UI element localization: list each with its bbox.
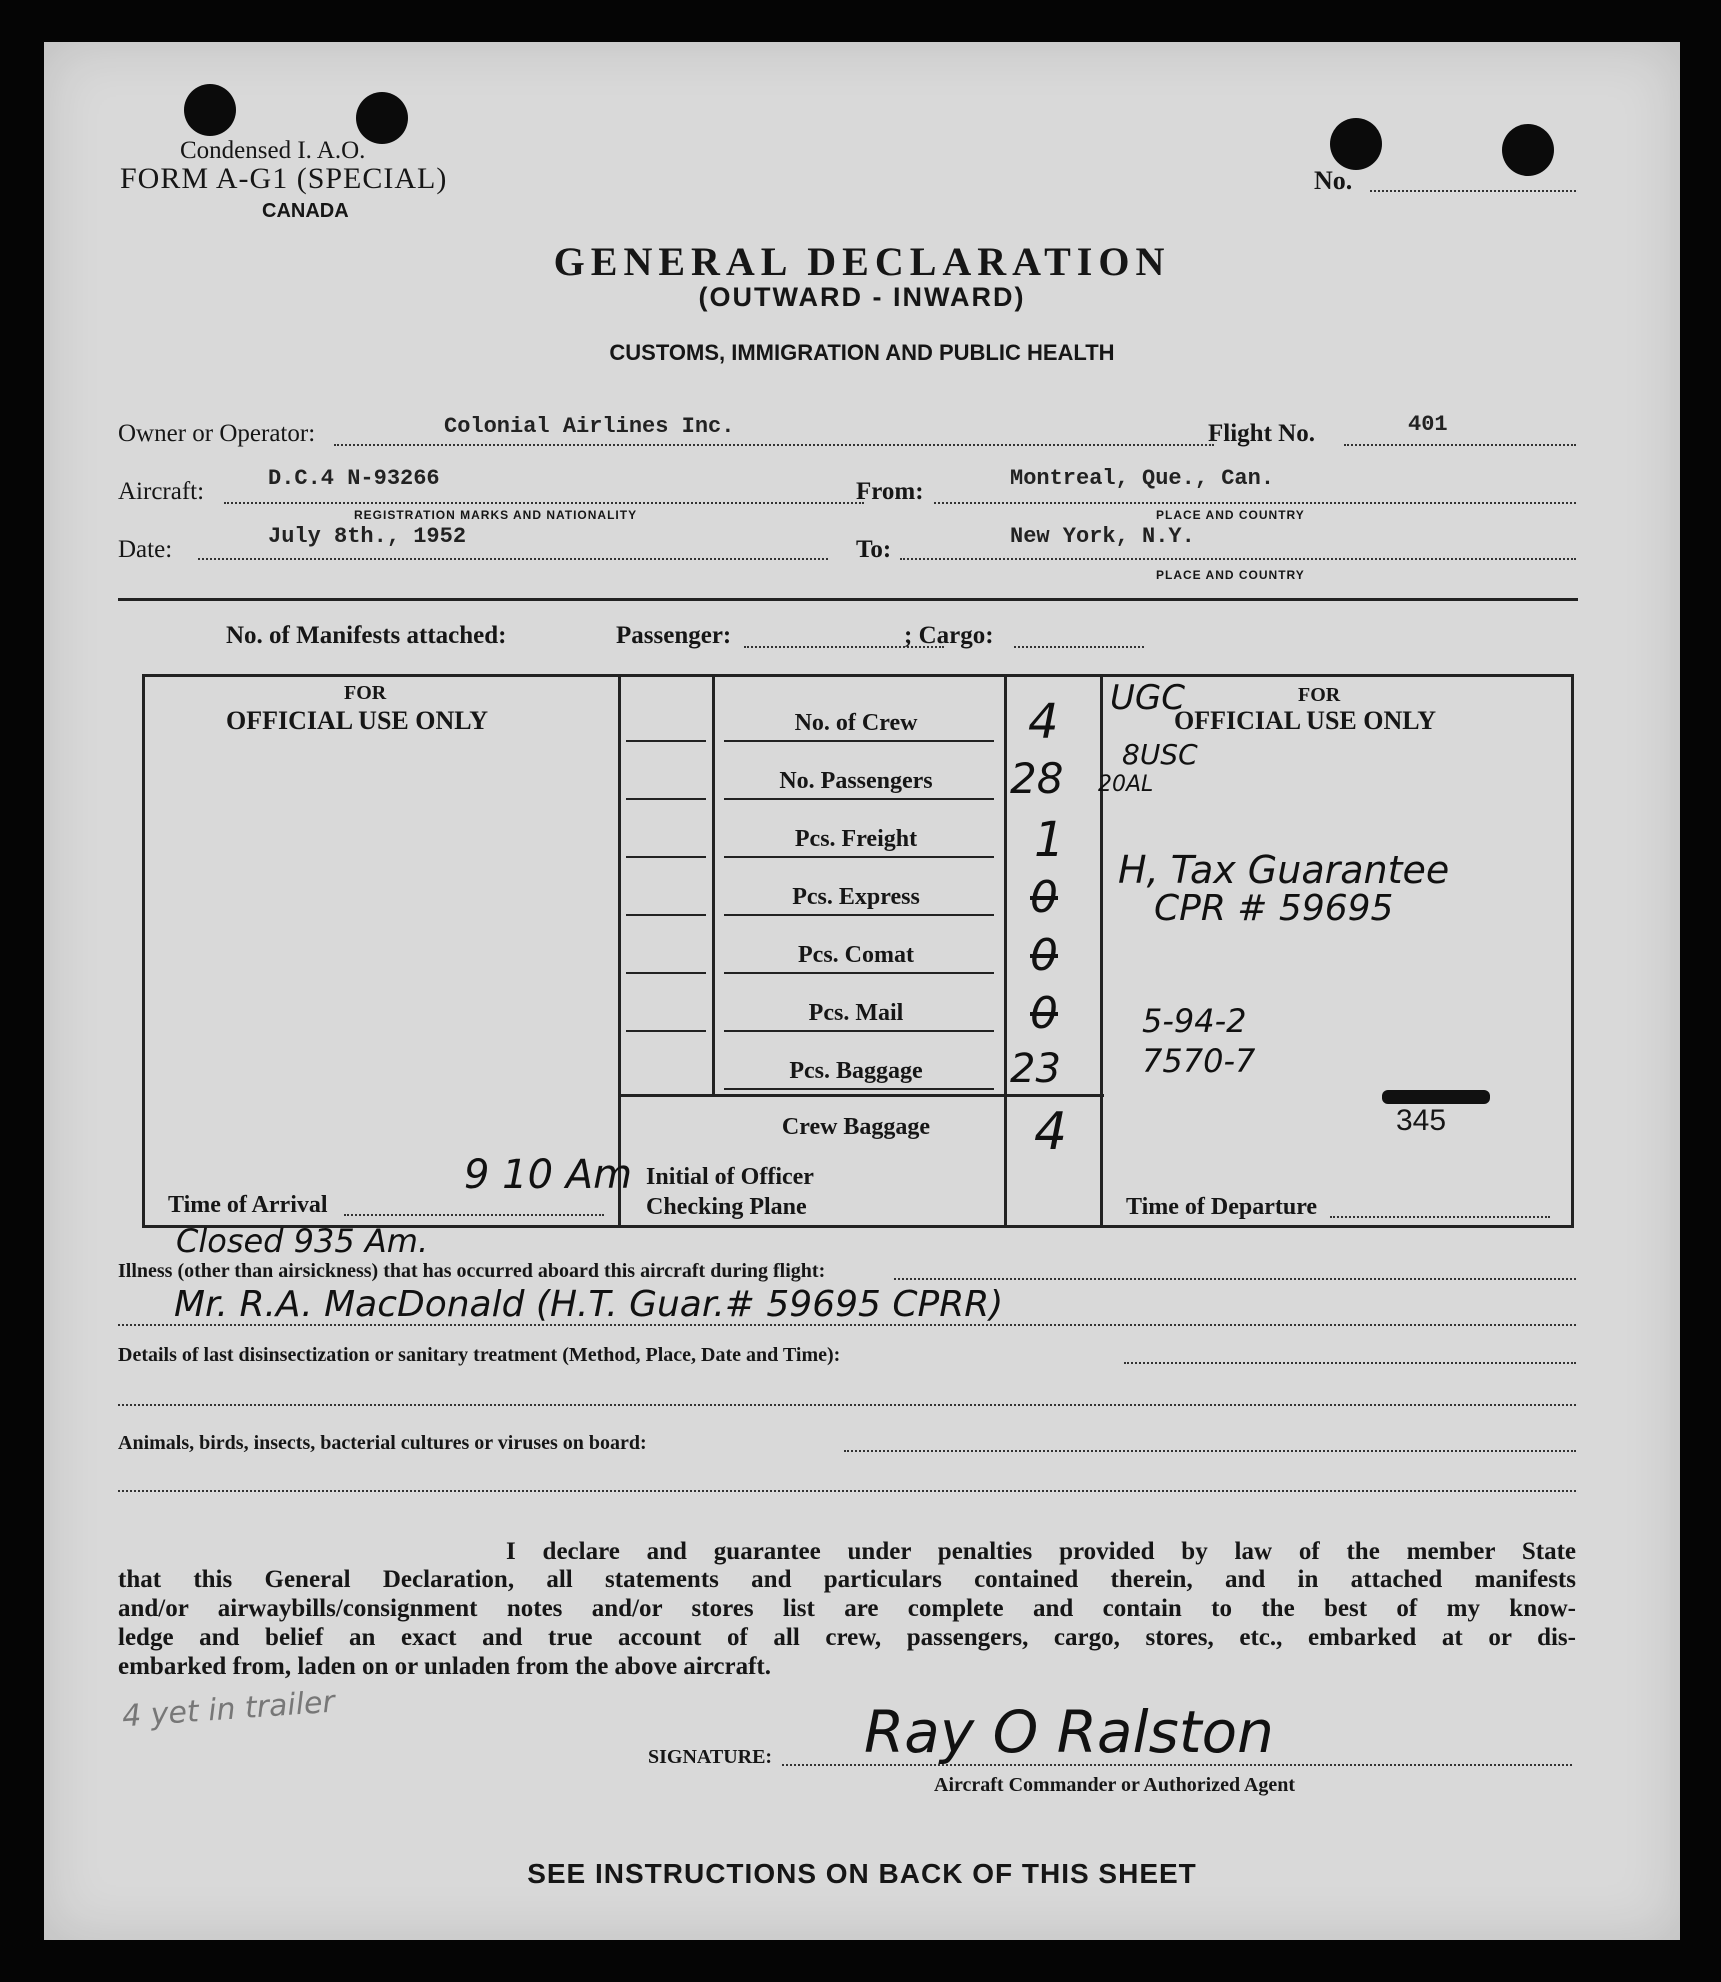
from-value: Montreal, Que., Can. bbox=[1010, 466, 1275, 491]
mail-note: 5-94-2 bbox=[1142, 1002, 1247, 1040]
box-divider bbox=[1100, 674, 1103, 1225]
cargo-label: ; Cargo: bbox=[904, 622, 994, 649]
row-line bbox=[626, 972, 706, 974]
owner-label: Owner or Operator: bbox=[118, 420, 316, 447]
country-label: CANADA bbox=[262, 200, 349, 222]
box-divider bbox=[1004, 674, 1007, 1225]
animals-label: Animals, birds, insects, bacterial cultures or viruses on board: bbox=[118, 1432, 647, 1454]
signature-caption: Aircraft Commander or Authorized Agent bbox=[934, 1774, 1296, 1796]
disinsect-line-1 bbox=[1124, 1362, 1576, 1364]
aircraft-line bbox=[224, 502, 864, 504]
crew-note: UGC bbox=[1110, 678, 1185, 718]
form-number: FORM A-G1 (SPECIAL) bbox=[120, 162, 448, 195]
flight-value: 401 bbox=[1408, 412, 1448, 437]
freight-count: 1 bbox=[1034, 812, 1065, 868]
row-line bbox=[626, 914, 706, 916]
redaction-mark bbox=[1382, 1090, 1490, 1104]
row-line bbox=[626, 798, 706, 800]
left-for-label: FOR bbox=[344, 682, 387, 704]
aircraft-value: D.C.4 N-93266 bbox=[268, 466, 440, 491]
manifests-label: No. of Manifests attached: bbox=[226, 622, 507, 649]
registration-caption: REGISTRATION MARKS AND NATIONALITY bbox=[354, 508, 638, 522]
to-line bbox=[900, 558, 1576, 560]
punch-hole bbox=[184, 84, 236, 136]
condensed-label: Condensed I. A.O. bbox=[180, 137, 366, 164]
freight-label: Pcs. Freight bbox=[794, 826, 918, 852]
time-of-departure-label: Time of Departure bbox=[1126, 1194, 1318, 1220]
passengers-label: No. Passengers bbox=[779, 768, 933, 794]
left-official-label: OFFICIAL USE ONLY bbox=[226, 706, 488, 735]
row-line bbox=[724, 1030, 994, 1032]
illness-line-2 bbox=[118, 1324, 1576, 1326]
animals-line-1 bbox=[844, 1450, 1576, 1452]
crew-baggage-count: 4 bbox=[1034, 1102, 1068, 1162]
row-line bbox=[724, 740, 994, 742]
baggage-label: Pcs. Baggage bbox=[789, 1058, 923, 1084]
row-line bbox=[724, 914, 994, 916]
from-line bbox=[934, 502, 1576, 504]
baggage-note: 7570-7 bbox=[1142, 1042, 1256, 1080]
to-label: To: bbox=[856, 536, 892, 563]
from-label: From: bbox=[856, 478, 924, 505]
page-title: GENERAL DECLARATION bbox=[553, 239, 1171, 284]
crew-label: No. of Crew bbox=[794, 710, 918, 736]
passenger-label: Passenger: bbox=[616, 622, 732, 649]
illness-value: Mr. R.A. MacDonald (H.T. Guar.# 59695 CPRR) bbox=[174, 1284, 1004, 1325]
illness-line-1 bbox=[894, 1278, 1576, 1280]
comat-label: Pcs. Comat bbox=[798, 942, 914, 968]
illness-label: Illness (other than airsickness) that has occurred aboard this aircraft during flight: bbox=[118, 1260, 826, 1282]
right-official-label: OFFICIAL USE ONLY bbox=[1174, 706, 1436, 735]
animals-line-2 bbox=[118, 1490, 1576, 1492]
arrival-line bbox=[344, 1214, 604, 1216]
margin-note: 4 yet in trailer bbox=[121, 1684, 336, 1735]
box-divider bbox=[618, 1094, 1104, 1097]
disinsect-label: Details of last disinsectization or sanitary treatment (Method, Place, Date and Time): bbox=[118, 1344, 841, 1366]
declaration-form bbox=[44, 42, 1680, 1940]
to-value: New York, N.Y. bbox=[1010, 524, 1195, 549]
date-line bbox=[198, 558, 828, 560]
subject-subtitle: CUSTOMS, IMMIGRATION AND PUBLIC HEALTH bbox=[609, 340, 1115, 365]
express-label: Pcs. Express bbox=[792, 884, 920, 910]
date-value: July 8th., 1952 bbox=[268, 524, 467, 549]
footer-instructions: SEE INSTRUCTIONS ON BACK OF THIS SHEET bbox=[527, 1858, 1197, 1889]
aircraft-label: Aircraft: bbox=[118, 478, 205, 505]
to-caption: PLACE AND COUNTRY bbox=[1156, 568, 1305, 582]
arrival-time: 9 10 Am bbox=[464, 1152, 633, 1198]
initial-officer-line2: Checking Plane bbox=[646, 1194, 807, 1220]
number-label: No. bbox=[1314, 166, 1353, 195]
punch-hole bbox=[1330, 118, 1382, 170]
row-line bbox=[626, 740, 706, 742]
declaration-line-2: that this General Declaration, all statements and particulars contained therein, and in attached manifests bbox=[118, 1566, 1576, 1593]
passengers-note-1: 8USC bbox=[1122, 738, 1198, 771]
signature-label: SIGNATURE: bbox=[648, 1746, 773, 1768]
declaration-line-5: embarked from, laden on or unladen from the above aircraft. bbox=[118, 1653, 771, 1680]
flight-line bbox=[1344, 444, 1576, 446]
from-caption: PLACE AND COUNTRY bbox=[1156, 508, 1305, 522]
owner-line bbox=[334, 444, 1214, 446]
express-count: 0 bbox=[1030, 872, 1058, 923]
punch-hole bbox=[1502, 124, 1554, 176]
passengers-note-2: 20AL bbox=[1098, 772, 1154, 797]
departure-line bbox=[1330, 1216, 1550, 1218]
number-line bbox=[1370, 190, 1576, 192]
row-line bbox=[626, 1030, 706, 1032]
row-line bbox=[724, 972, 994, 974]
row-line bbox=[724, 856, 994, 858]
flight-label: Flight No. bbox=[1208, 420, 1315, 447]
disinsect-line-2 bbox=[118, 1404, 1576, 1406]
row-line bbox=[724, 798, 994, 800]
box-divider bbox=[712, 674, 715, 1094]
date-label: Date: bbox=[118, 536, 173, 563]
time-of-arrival-label: Time of Arrival bbox=[168, 1192, 328, 1218]
cpr-note: CPR # 59695 bbox=[1154, 888, 1394, 929]
baggage-count: 23 bbox=[1010, 1046, 1061, 1092]
mail-label: Pcs. Mail bbox=[808, 1000, 904, 1026]
mail-count: 0 bbox=[1030, 988, 1058, 1039]
box-divider bbox=[618, 674, 621, 1225]
comat-count: 0 bbox=[1030, 930, 1058, 981]
row-line bbox=[626, 856, 706, 858]
cargo-line bbox=[1014, 646, 1144, 648]
declaration-line-4: ledge and belief an exact and true account of all crew, passengers, cargo, stores, etc., embarked at or dis- bbox=[118, 1624, 1576, 1651]
right-for-label: FOR bbox=[1298, 684, 1341, 706]
direction-subtitle: (OUTWARD - INWARD) bbox=[698, 282, 1026, 312]
row-line bbox=[724, 1088, 994, 1090]
crew-baggage-label: Crew Baggage bbox=[781, 1114, 931, 1140]
owner-value: Colonial Airlines Inc. bbox=[444, 414, 735, 439]
passengers-count: 28 bbox=[1010, 754, 1064, 803]
declaration-line-1: I declare and guarantee under penalties provided by law of the member State bbox=[506, 1538, 1576, 1565]
initial-officer-line1: Initial of Officer bbox=[646, 1164, 814, 1190]
tax-guarantee-note: H, Tax Guarantee bbox=[1118, 848, 1450, 892]
crew-count: 4 bbox=[1028, 694, 1059, 750]
signature-value: Ray O Ralston bbox=[864, 1698, 1274, 1766]
declaration-line-3: and/or airwaybills/consignment notes and/or stores list are complete and contain to the best of my know- bbox=[118, 1595, 1576, 1622]
header-divider bbox=[118, 598, 1578, 601]
closed-note: Closed 935 Am. bbox=[176, 1222, 429, 1260]
departure-number: 345 bbox=[1396, 1104, 1447, 1137]
